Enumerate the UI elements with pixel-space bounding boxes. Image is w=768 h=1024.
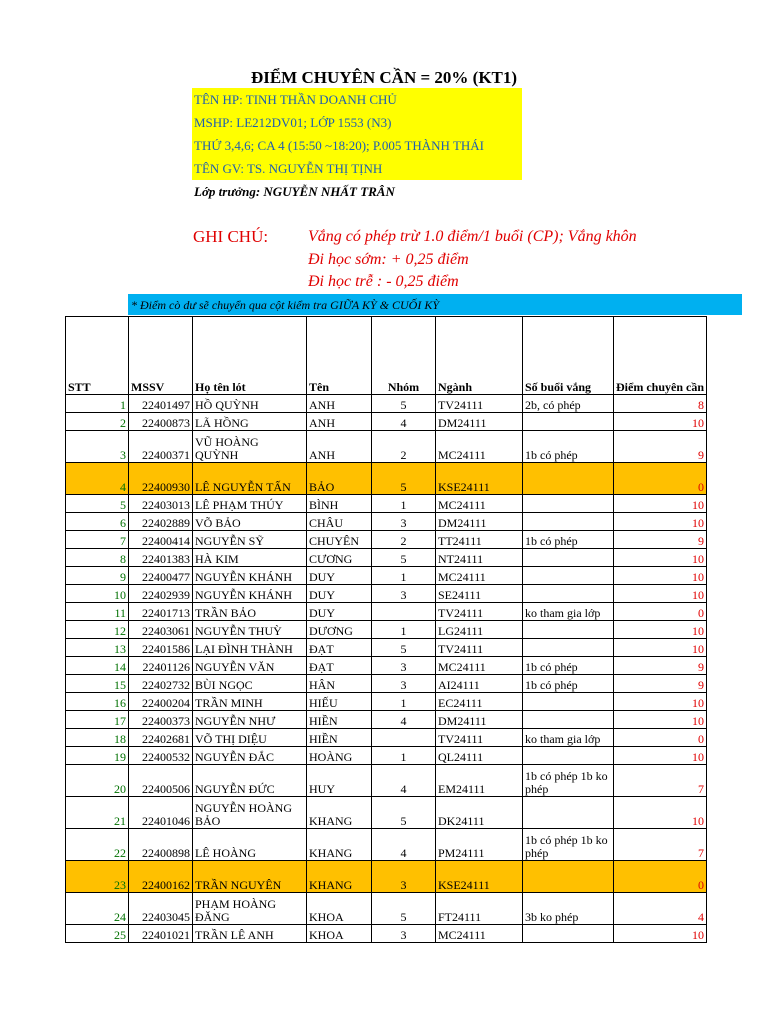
cell-nhom <box>372 603 436 621</box>
table-row <box>66 893 707 925</box>
cell-nganh: DK24111 <box>436 797 523 829</box>
cell-mssv: 22400414 <box>129 531 193 549</box>
cell-vang <box>523 463 614 495</box>
class-leader: Lớp trưởng: NGUYỄN NHẤT TRÂN <box>194 184 395 199</box>
cell-nhom: 1 <box>372 747 436 765</box>
cell-vang: 1b có phép 1b ko phép <box>523 829 614 861</box>
cell-ho: NGUYỄN SỸ <box>193 531 307 549</box>
cell-ho: HỒ QUỲNH <box>193 395 307 413</box>
cell-ten: HOÀNG <box>307 747 372 765</box>
cell-vang: ko tham gia lớp <box>523 729 614 747</box>
cell-diem: 0 <box>614 861 707 893</box>
header-mssv: MSSV <box>129 317 193 395</box>
cell-stt: 24 <box>66 893 129 925</box>
cell-nganh: TV24111 <box>436 729 523 747</box>
header-ten: Tên <box>307 317 372 395</box>
note-line-2: Đi học sớm: + 0,25 điểm <box>308 251 469 268</box>
cell-ho: NGUYỄN THUỲ <box>193 621 307 639</box>
cell-nganh: MC24111 <box>436 657 523 675</box>
cell-diem: 9 <box>614 531 707 549</box>
cell-vang <box>523 861 614 893</box>
cell-vang <box>523 693 614 711</box>
cell-mssv: 22401713 <box>129 603 193 621</box>
cell-diem: 10 <box>614 747 707 765</box>
cell-stt: 4 <box>66 463 129 495</box>
cell-ten: KHANG <box>307 797 372 829</box>
cell-diem: 0 <box>614 463 707 495</box>
cell-ho: VÕ BẢO <box>193 513 307 531</box>
cell-vang: 1b có phép <box>523 431 614 463</box>
cell-mssv: 22403013 <box>129 495 193 513</box>
cell-ten: KHANG <box>307 861 372 893</box>
cell-mssv: 22400930 <box>129 463 193 495</box>
cell-mssv: 22402889 <box>129 513 193 531</box>
cell-diem: 8 <box>614 395 707 413</box>
cell-ho: LÊ HOÀNG <box>193 829 307 861</box>
cell-ten: ANH <box>307 413 372 431</box>
cell-nhom: 4 <box>372 829 436 861</box>
cell-nhom: 5 <box>372 797 436 829</box>
cell-nhom: 3 <box>372 925 436 943</box>
table-row <box>66 621 707 639</box>
cell-nganh: MC24111 <box>436 925 523 943</box>
cell-stt: 20 <box>66 765 129 797</box>
header-nganh: Ngành <box>436 317 523 395</box>
course-info-box <box>192 88 522 180</box>
cell-nhom: 1 <box>372 621 436 639</box>
cell-diem: 10 <box>614 495 707 513</box>
cell-stt: 11 <box>66 603 129 621</box>
table-row <box>66 395 707 413</box>
table-row <box>66 765 707 797</box>
cell-vang: ko tham gia lớp <box>523 603 614 621</box>
table-row <box>66 675 707 693</box>
cell-ten: DUY <box>307 567 372 585</box>
cell-vang <box>523 513 614 531</box>
cell-diem: 9 <box>614 675 707 693</box>
cell-ho: PHẠM HOÀNG ĐĂNG <box>193 893 307 925</box>
cell-nhom: 2 <box>372 531 436 549</box>
cell-ho: VÕ THỊ DIỆU <box>193 729 307 747</box>
cell-vang: 2b, có phép <box>523 395 614 413</box>
table-row <box>66 585 707 603</box>
cell-nhom: 5 <box>372 893 436 925</box>
cell-mssv: 22401383 <box>129 549 193 567</box>
carryover-banner <box>128 294 742 315</box>
cell-nganh: AI24111 <box>436 675 523 693</box>
cell-nhom: 3 <box>372 675 436 693</box>
cell-nhom: 5 <box>372 639 436 657</box>
cell-nganh: MC24111 <box>436 495 523 513</box>
cell-ten: KHOA <box>307 893 372 925</box>
cell-stt: 1 <box>66 395 129 413</box>
cell-stt: 9 <box>66 567 129 585</box>
cell-nganh: LG24111 <box>436 621 523 639</box>
cell-ho: TRẦN BẢO <box>193 603 307 621</box>
table-row <box>66 603 707 621</box>
cell-nhom: 1 <box>372 495 436 513</box>
cell-ho: TRẦN LÊ ANH <box>193 925 307 943</box>
cell-nganh: TT24111 <box>436 531 523 549</box>
cell-nhom: 3 <box>372 657 436 675</box>
cell-nganh: TV24111 <box>436 603 523 621</box>
cell-stt: 12 <box>66 621 129 639</box>
table-row <box>66 549 707 567</box>
cell-nganh: MC24111 <box>436 567 523 585</box>
table-row <box>66 657 707 675</box>
cell-mssv: 22401021 <box>129 925 193 943</box>
cell-nganh: MC24111 <box>436 431 523 463</box>
header-ho: Họ tên lót <box>193 317 307 395</box>
cell-stt: 8 <box>66 549 129 567</box>
cell-stt: 6 <box>66 513 129 531</box>
cell-stt: 5 <box>66 495 129 513</box>
cell-vang <box>523 495 614 513</box>
cell-nhom: 2 <box>372 431 436 463</box>
cell-stt: 17 <box>66 711 129 729</box>
cell-diem: 10 <box>614 639 707 657</box>
cell-nganh: EM24111 <box>436 765 523 797</box>
cell-diem: 10 <box>614 797 707 829</box>
cell-ten: DƯƠNG <box>307 621 372 639</box>
cell-mssv: 22400532 <box>129 747 193 765</box>
cell-ten: CHÂU <box>307 513 372 531</box>
cell-diem: 10 <box>614 513 707 531</box>
cell-ho: NGUYỄN NHƯ <box>193 711 307 729</box>
cell-nhom: 4 <box>372 765 436 797</box>
cell-ten: HIỀN <box>307 711 372 729</box>
cell-mssv: 22400477 <box>129 567 193 585</box>
table-row <box>66 513 707 531</box>
cell-ten: ĐẠT <box>307 657 372 675</box>
note-line-3: Đi học trễ : - 0,25 điểm <box>308 273 459 290</box>
attendance-table <box>65 316 707 943</box>
table-row <box>66 431 707 463</box>
table-row <box>66 747 707 765</box>
cell-vang: 1b có phép <box>523 531 614 549</box>
table-row <box>66 925 707 943</box>
cell-nhom: 3 <box>372 513 436 531</box>
cell-nganh: SE24111 <box>436 585 523 603</box>
cell-stt: 16 <box>66 693 129 711</box>
cell-nhom: 1 <box>372 693 436 711</box>
cell-ten: HUY <box>307 765 372 797</box>
cell-stt: 7 <box>66 531 129 549</box>
cell-stt: 23 <box>66 861 129 893</box>
cell-vang <box>523 413 614 431</box>
table-row <box>66 693 707 711</box>
cell-nhom: 4 <box>372 413 436 431</box>
cell-stt: 2 <box>66 413 129 431</box>
cell-nhom: 5 <box>372 549 436 567</box>
course-code: MSHP: LE212DV01; LỚP 1553 (N3) <box>194 115 392 130</box>
cell-ho: NGUYỄN ĐẮC <box>193 747 307 765</box>
cell-vang <box>523 549 614 567</box>
cell-diem: 9 <box>614 657 707 675</box>
cell-ho: NGUYỄN KHÁNH <box>193 567 307 585</box>
cell-vang <box>523 711 614 729</box>
note-line-1: Vắng có phép trừ 1.0 điểm/1 buổi (CP); Vắng khôn <box>308 228 637 245</box>
cell-stt: 18 <box>66 729 129 747</box>
cell-stt: 13 <box>66 639 129 657</box>
cell-diem: 0 <box>614 603 707 621</box>
cell-vang <box>523 639 614 657</box>
cell-nganh: DM24111 <box>436 513 523 531</box>
cell-mssv: 22400162 <box>129 861 193 893</box>
cell-nganh: KSE24111 <box>436 463 523 495</box>
cell-ten: HÂN <box>307 675 372 693</box>
banner-text: * Điểm cò dư sẽ chuyển qua cột kiểm tra GIỮA KỲ & CUỐI KỲ <box>131 298 439 312</box>
course-name: TÊN HP: TINH THẦN DOANH CHỦ <box>194 92 397 107</box>
cell-nhom: 5 <box>372 395 436 413</box>
table-row <box>66 567 707 585</box>
cell-diem: 10 <box>614 925 707 943</box>
cell-ho: VŨ HOÀNG QUỲNH <box>193 431 307 463</box>
cell-nhom: 3 <box>372 861 436 893</box>
cell-ho: LẠI ĐÌNH THÀNH <box>193 639 307 657</box>
cell-vang: 1b có phép <box>523 675 614 693</box>
cell-ho: HÀ KIM <box>193 549 307 567</box>
table-row <box>66 711 707 729</box>
cell-stt: 3 <box>66 431 129 463</box>
table-row <box>66 413 707 431</box>
cell-nganh: FT24111 <box>436 893 523 925</box>
cell-vang <box>523 925 614 943</box>
lecturer-name: TÊN GV: TS. NGUYỄN THỊ TỊNH <box>194 161 383 176</box>
cell-ten: ANH <box>307 431 372 463</box>
cell-diem: 10 <box>614 585 707 603</box>
cell-mssv: 22402939 <box>129 585 193 603</box>
cell-ten: BÌNH <box>307 495 372 513</box>
cell-vang: 1b có phép 1b ko phép <box>523 765 614 797</box>
cell-stt: 22 <box>66 829 129 861</box>
cell-stt: 10 <box>66 585 129 603</box>
cell-mssv: 22401046 <box>129 797 193 829</box>
cell-mssv: 22400898 <box>129 829 193 861</box>
cell-mssv: 22403045 <box>129 893 193 925</box>
cell-nhom: 1 <box>372 567 436 585</box>
cell-ho: TRẦN NGUYÊN <box>193 861 307 893</box>
cell-mssv: 22400506 <box>129 765 193 797</box>
cell-nganh: QL24111 <box>436 747 523 765</box>
cell-diem: 10 <box>614 711 707 729</box>
cell-nganh: TV24111 <box>436 395 523 413</box>
cell-diem: 4 <box>614 893 707 925</box>
table-row <box>66 861 707 893</box>
cell-vang <box>523 585 614 603</box>
cell-ho: LÊ PHẠM THÚY <box>193 495 307 513</box>
note-label: GHI CHÚ: <box>193 227 269 246</box>
cell-ten: ĐẠT <box>307 639 372 657</box>
cell-diem: 10 <box>614 413 707 431</box>
cell-mssv: 22400373 <box>129 711 193 729</box>
cell-ten: KHOA <box>307 925 372 943</box>
cell-ten: HIỀN <box>307 729 372 747</box>
table-row <box>66 531 707 549</box>
header-stt: STT <box>66 317 129 395</box>
header-diem: Điểm chuyên cần <box>614 317 707 395</box>
cell-diem: 7 <box>614 829 707 861</box>
cell-mssv: 22403061 <box>129 621 193 639</box>
header-vang: Số buổi vắng <box>523 317 614 395</box>
cell-vang <box>523 621 614 639</box>
cell-ho: NGUYỄN ĐỨC <box>193 765 307 797</box>
cell-ho: BÙI NGỌC <box>193 675 307 693</box>
table-row <box>66 829 707 861</box>
cell-ten: HIẾU <box>307 693 372 711</box>
cell-ho: NGUYỄN HOÀNG BẢO <box>193 797 307 829</box>
cell-diem: 10 <box>614 693 707 711</box>
cell-mssv: 22400204 <box>129 693 193 711</box>
cell-vang <box>523 797 614 829</box>
cell-mssv: 22401497 <box>129 395 193 413</box>
table-header-row <box>66 317 707 395</box>
cell-diem: 9 <box>614 431 707 463</box>
cell-stt: 15 <box>66 675 129 693</box>
table-row <box>66 495 707 513</box>
cell-nganh: TV24111 <box>436 639 523 657</box>
cell-stt: 14 <box>66 657 129 675</box>
cell-ho: LÃ HỒNG <box>193 413 307 431</box>
cell-nhom: 4 <box>372 711 436 729</box>
cell-mssv: 22402732 <box>129 675 193 693</box>
table-row <box>66 797 707 829</box>
cell-mssv: 22400371 <box>129 431 193 463</box>
cell-nhom: 5 <box>372 463 436 495</box>
table-row <box>66 463 707 495</box>
header-nhom: Nhóm <box>372 317 436 395</box>
cell-diem: 10 <box>614 621 707 639</box>
cell-mssv: 22400873 <box>129 413 193 431</box>
cell-nganh: DM24111 <box>436 413 523 431</box>
table-row <box>66 639 707 657</box>
cell-nganh: EC24111 <box>436 693 523 711</box>
cell-mssv: 22401126 <box>129 657 193 675</box>
cell-vang: 3b ko phép <box>523 893 614 925</box>
cell-ho: NGUYỄN VĂN <box>193 657 307 675</box>
cell-ten: DUY <box>307 585 372 603</box>
cell-ten: CƯƠNG <box>307 549 372 567</box>
cell-nganh: PM24111 <box>436 829 523 861</box>
cell-diem: 0 <box>614 729 707 747</box>
cell-ho: TRẦN MINH <box>193 693 307 711</box>
cell-nganh: NT24111 <box>436 549 523 567</box>
course-schedule: THỨ 3,4,6; CA 4 (15:50 ~18:20); P.005 THÀNH THÁI <box>194 138 485 153</box>
cell-vang: 1b có phép <box>523 657 614 675</box>
cell-mssv: 22402681 <box>129 729 193 747</box>
cell-stt: 25 <box>66 925 129 943</box>
cell-diem: 10 <box>614 567 707 585</box>
cell-diem: 10 <box>614 549 707 567</box>
cell-ten: BẢO <box>307 463 372 495</box>
cell-ho: LÊ NGUYỄN TẤN <box>193 463 307 495</box>
cell-diem: 7 <box>614 765 707 797</box>
cell-ten: DUY <box>307 603 372 621</box>
cell-nganh: DM24111 <box>436 711 523 729</box>
page-title: ĐIỂM CHUYÊN CẦN = 20% (KT1) <box>250 68 518 87</box>
cell-mssv: 22401586 <box>129 639 193 657</box>
cell-nganh: KSE24111 <box>436 861 523 893</box>
cell-stt: 21 <box>66 797 129 829</box>
cell-stt: 19 <box>66 747 129 765</box>
cell-nhom: 3 <box>372 585 436 603</box>
table-row <box>66 729 707 747</box>
cell-vang <box>523 747 614 765</box>
cell-vang <box>523 567 614 585</box>
cell-ten: KHANG <box>307 829 372 861</box>
cell-ten: ANH <box>307 395 372 413</box>
cell-ho: NGUYỄN KHÁNH <box>193 585 307 603</box>
cell-nhom <box>372 729 436 747</box>
cell-ten: CHUYÊN <box>307 531 372 549</box>
